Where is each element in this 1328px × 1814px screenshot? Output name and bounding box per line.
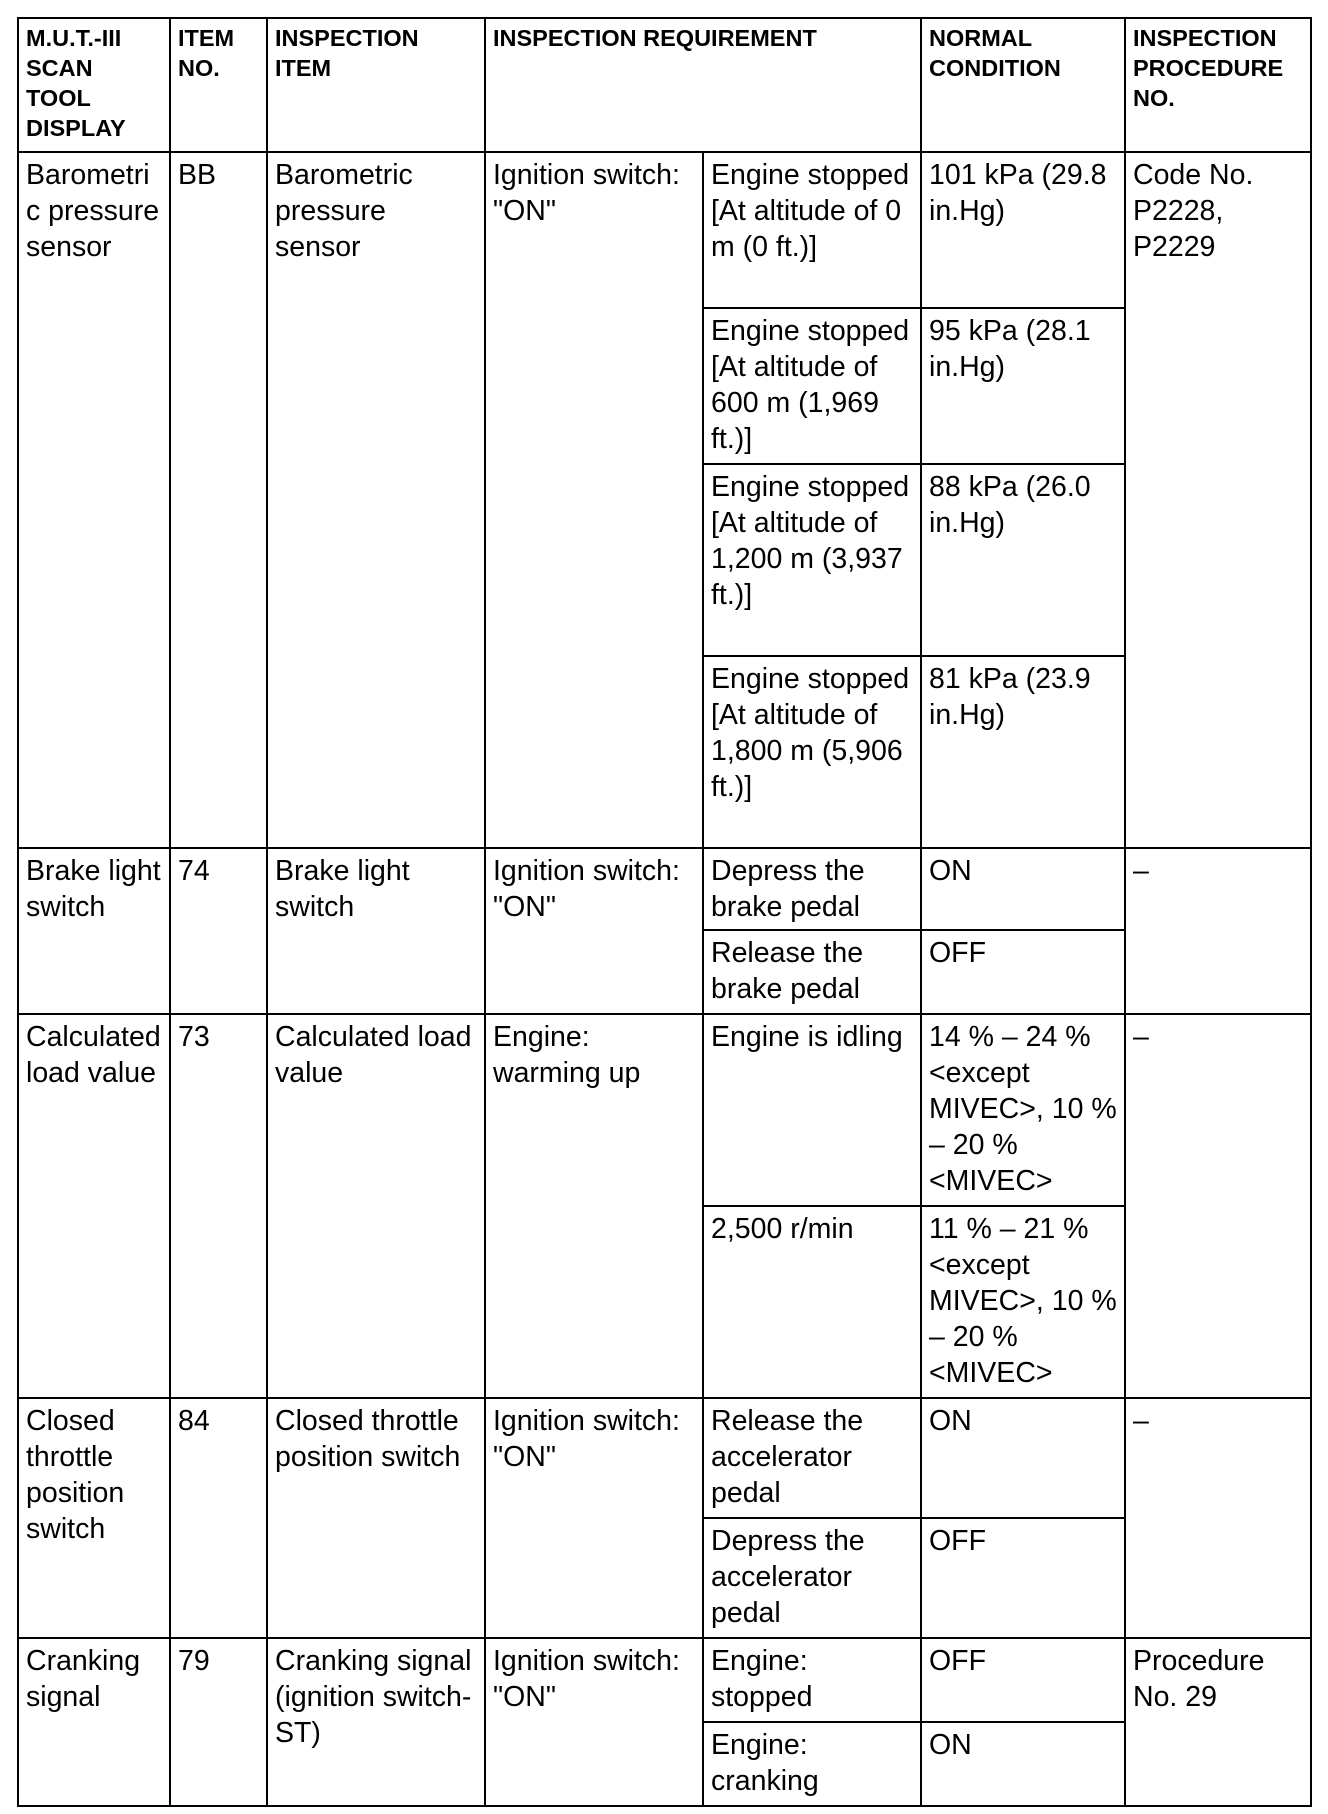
condition-cell: Engine: cranking xyxy=(703,1722,921,1806)
normal-cell: OFF xyxy=(921,1518,1125,1638)
table-row xyxy=(18,1398,1311,1518)
normal-cell: OFF xyxy=(921,930,1125,1014)
normal-cell: OFF xyxy=(921,1638,1125,1722)
header-procedure: INSPECTION PROCEDURE NO. xyxy=(1125,18,1311,152)
table-row xyxy=(18,152,1311,308)
condition-cell: Depress the brake pedal xyxy=(703,848,921,930)
header-item: INSPECTION ITEM xyxy=(267,18,485,152)
item-cell: Closed throttle position switch xyxy=(267,1398,485,1638)
requirement-cell: Engine: warming up xyxy=(485,1014,703,1398)
requirement-cell: Ignition switch: "ON" xyxy=(485,152,703,848)
header-normal: NORMAL CONDITION xyxy=(921,18,1125,152)
requirement-cell: Ignition switch: "ON" xyxy=(485,848,703,1014)
header-row xyxy=(18,18,1311,152)
requirement-cell: Ignition switch: "ON" xyxy=(485,1398,703,1638)
condition-cell: Depress the accelerator pedal xyxy=(703,1518,921,1638)
item-no-cell: 73 xyxy=(170,1014,267,1398)
normal-cell: ON xyxy=(921,1722,1125,1806)
item-cell: Cranking signal (ignition switch-ST) xyxy=(267,1638,485,1806)
item-no-cell: 84 xyxy=(170,1398,267,1638)
procedure-cell: – xyxy=(1125,1398,1311,1638)
header-display: M.U.T.-III SCAN TOOL DISPLAY xyxy=(18,18,170,152)
inspection-table xyxy=(17,17,1312,1807)
procedure-cell: Procedure No. 29 xyxy=(1125,1638,1311,1806)
item-no-cell: 74 xyxy=(170,848,267,1014)
normal-cell: 88 kPa (26.0 in.Hg) xyxy=(921,464,1125,656)
procedure-cell: – xyxy=(1125,1014,1311,1398)
condition-cell: 2,500 r/min xyxy=(703,1206,921,1398)
normal-cell: ON xyxy=(921,1398,1125,1518)
normal-cell: 81 kPa (23.9 in.Hg) xyxy=(921,656,1125,848)
procedure-cell: Code No. P2228, P2229 xyxy=(1125,152,1311,848)
item-cell: Brake light switch xyxy=(267,848,485,1014)
table-row xyxy=(18,1638,1311,1722)
condition-cell: Release the brake pedal xyxy=(703,930,921,1014)
item-no-cell: BB xyxy=(170,152,267,848)
display-cell: Closed throttle position switch xyxy=(18,1398,170,1638)
display-cell: Brake light switch xyxy=(18,848,170,1014)
normal-cell: 11 % – 21 % <except MIVEC>, 10 % – 20 % <MIVEC> xyxy=(921,1206,1125,1398)
table-row xyxy=(18,1014,1311,1206)
condition-cell: Engine stopped [At altitude of 600 m (1,969 ft.)] xyxy=(703,308,921,464)
header-requirement: INSPECTION REQUIREMENT xyxy=(485,18,921,152)
header-item-no: ITEM NO. xyxy=(170,18,267,152)
condition-cell: Engine is idling xyxy=(703,1014,921,1206)
condition-cell: Engine stopped [At altitude of 1,800 m (5,906 ft.)] xyxy=(703,656,921,848)
display-cell: Barometric pressure sensor xyxy=(18,152,170,848)
condition-cell: Release the accelerator pedal xyxy=(703,1398,921,1518)
display-cell: Calculated load value xyxy=(18,1014,170,1398)
item-cell: Barometric pressure sensor xyxy=(267,152,485,848)
procedure-cell: – xyxy=(1125,848,1311,1014)
table-row xyxy=(18,848,1311,930)
condition-cell: Engine stopped [At altitude of 0 m (0 ft.)] xyxy=(703,152,921,308)
display-cell: Cranking signal xyxy=(18,1638,170,1806)
normal-cell: ON xyxy=(921,848,1125,930)
condition-cell: Engine: stopped xyxy=(703,1638,921,1722)
condition-cell: Engine stopped [At altitude of 1,200 m (3,937 ft.)] xyxy=(703,464,921,656)
normal-cell: 101 kPa (29.8 in.Hg) xyxy=(921,152,1125,308)
item-no-cell: 79 xyxy=(170,1638,267,1806)
item-cell: Calculated load value xyxy=(267,1014,485,1398)
normal-cell: 95 kPa (28.1 in.Hg) xyxy=(921,308,1125,464)
normal-cell: 14 % – 24 % <except MIVEC>, 10 % – 20 % <MIVEC> xyxy=(921,1014,1125,1206)
requirement-cell: Ignition switch: "ON" xyxy=(485,1638,703,1806)
